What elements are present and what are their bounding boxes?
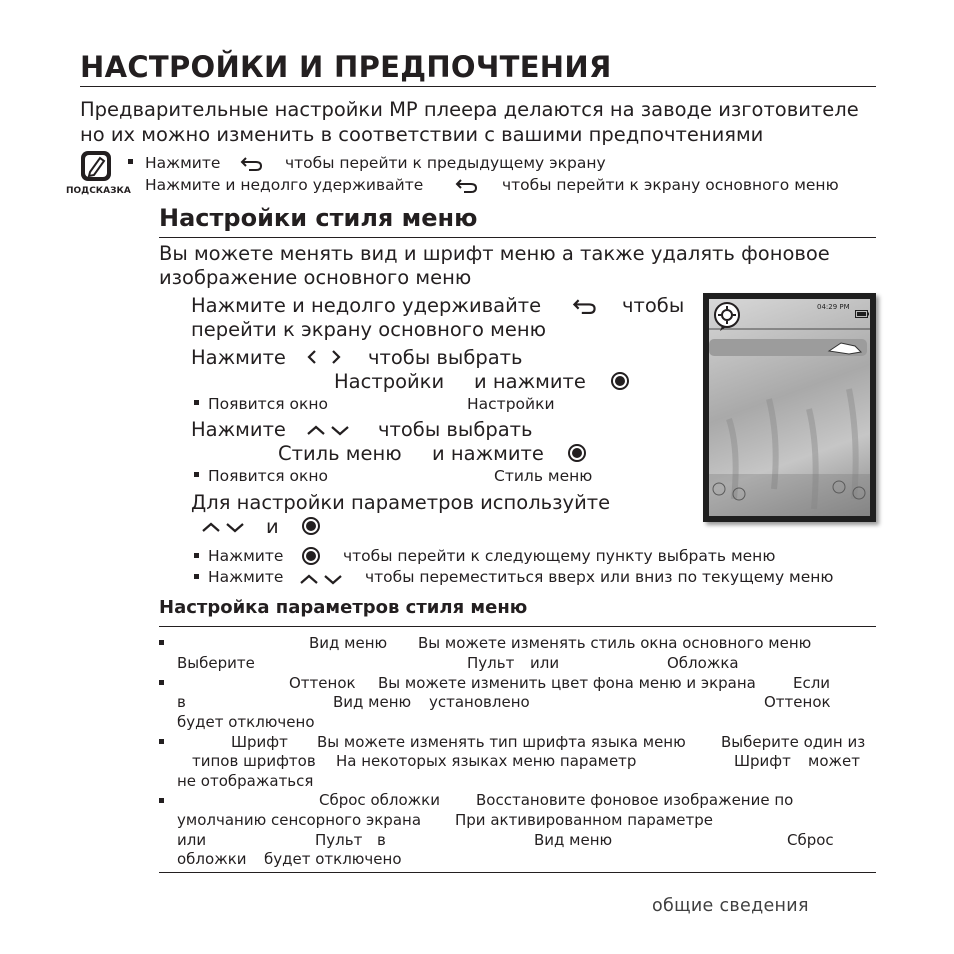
device-screenshot [703, 293, 876, 522]
item3-l2-b: На некоторых языках меню параметр [336, 752, 637, 770]
item3-desc-b: Выберите один из [721, 733, 866, 751]
step2-note-a: Появится окно [208, 395, 328, 413]
footer-section-label: общие сведения [652, 896, 809, 916]
step4-b: и [266, 515, 279, 538]
item2-l2-d: Оттенок [764, 693, 831, 711]
bullet [128, 159, 133, 164]
bullet [194, 553, 199, 558]
step1-b: чтобы [622, 294, 685, 317]
up-down-icon [305, 422, 351, 441]
step2-c: Настройки [334, 370, 445, 393]
back-icon [240, 155, 264, 175]
item1-desc: Вы можете изменять стиль окна основного меню [418, 634, 812, 652]
section-heading: Настройки стиля меню [159, 204, 478, 232]
item4-desc: Восстановите фоновое изображение по [476, 791, 794, 809]
item4-l3-c: в [377, 831, 386, 849]
section-desc-1: Вы можете менять вид и шрифт меню а также удалять фоновое [159, 242, 830, 265]
item4-l3-b: Пульт [315, 831, 363, 849]
item4-l2-a: умолчанию сенсорного экрана [177, 811, 422, 829]
step1-c: перейти к экрану основного меню [191, 318, 547, 341]
up-down-icon [298, 571, 344, 590]
intro-line-1: Предварительные настройки MP плеера делаются на заводе изготовителе [80, 98, 859, 121]
note1-b: чтобы перейти к следующему пункту выбрать меню [343, 547, 776, 565]
section-rule [159, 237, 876, 238]
item4-term: Сброс обложки [319, 791, 440, 809]
item2-l3: будет отключено [177, 713, 315, 731]
bullet [194, 574, 199, 579]
select-button-icon [302, 517, 320, 535]
step4-a: Для настройки параметров используйте [191, 491, 611, 514]
step3-note-b: Стиль меню [494, 467, 593, 485]
item3-term: Шрифт [231, 733, 288, 751]
up-down-icon [200, 519, 246, 538]
step3-note-a: Появится окно [208, 467, 328, 485]
step3-c: Стиль меню [278, 442, 402, 465]
item4-l2-b: При активированном параметре [455, 811, 713, 829]
item4-l4-a: обложки [177, 850, 247, 868]
bottom-rule [159, 872, 876, 873]
select-button-icon [302, 547, 320, 565]
note2-b: чтобы переместиться вверх или вниз по текущему меню [365, 568, 834, 586]
battery-icon [855, 303, 869, 322]
item4-l4-b: будет отключено [264, 850, 402, 868]
item2-l2-b: Вид меню [333, 693, 412, 711]
note1-a: Нажмите [208, 547, 284, 565]
bullet [194, 400, 199, 405]
intro-line-2: но их можно изменить в соответствии с вашими предпочтениями [80, 123, 764, 146]
item2-l2-c: установлено [429, 693, 530, 711]
settings-gear-icon [712, 301, 742, 335]
step3-b: чтобы выбрать [378, 418, 533, 441]
bullet [194, 472, 199, 477]
select-button-icon [611, 372, 629, 390]
tip-line2-b: чтобы перейти к экрану основного меню [502, 176, 839, 194]
item1-l2-b: Пульт [467, 654, 515, 672]
item2-desc-b: Если [793, 674, 831, 692]
item1-l2-c: или [530, 654, 560, 672]
bullet [159, 680, 164, 685]
item4-l3-e: Сброс [787, 831, 834, 849]
section-desc-2: изображение основного меню [159, 266, 472, 289]
note2-a: Нажмите [208, 568, 284, 586]
left-right-icon [306, 349, 342, 369]
select-button-icon [568, 444, 586, 462]
step3-a: Нажмите [191, 418, 286, 441]
item2-term: Оттенок [289, 674, 356, 692]
tip-label: ПОДСКАЗКА [66, 186, 131, 196]
subsection-heading: Настройка параметров стиля меню [159, 597, 528, 618]
device-screen [709, 299, 870, 516]
step2-b: чтобы выбрать [368, 346, 523, 369]
item3-l2-a: типов шрифтов [192, 752, 316, 770]
device-time: 04:29 PM [817, 303, 850, 311]
step1-a: Нажмите и недолго удерживайте [191, 294, 542, 317]
title-rule [80, 86, 876, 87]
step2-d: и нажмите [474, 370, 586, 393]
item3-l2-d: может [808, 752, 860, 770]
item3-l3: не отображаться [177, 772, 314, 790]
tip-line1-b: чтобы перейти к предыдущему экрану [285, 154, 606, 172]
subsection-rule [159, 626, 876, 627]
bullet [159, 640, 164, 645]
page-title: НАСТРОЙКИ И ПРЕДПОЧТЕНИЯ [80, 50, 612, 84]
item2-desc: Вы можете изменить цвет фона меню и экрана [378, 674, 756, 692]
item1-l2-a: Выберите [177, 654, 255, 672]
back-icon [455, 177, 479, 197]
item2-l2-a: в [177, 693, 186, 711]
tip-line1-a: Нажмите [145, 154, 221, 172]
step2-a: Нажмите [191, 346, 286, 369]
tip-line2-a: Нажмите и недолго удерживайте [145, 176, 424, 194]
back-icon [572, 297, 598, 318]
item3-l2-c: Шрифт [734, 752, 791, 770]
item1-term: Вид меню [309, 634, 388, 652]
step2-note-b: Настройки [467, 395, 555, 413]
item4-l3-d: Вид меню [534, 831, 613, 849]
step3-d: и нажмите [432, 442, 544, 465]
bullet [159, 739, 164, 744]
bullet [159, 798, 164, 803]
item4-l3-a: или [177, 831, 207, 849]
item1-l2-d: Обложка [667, 654, 739, 672]
item3-desc: Вы можете изменять тип шрифта языка меню [317, 733, 686, 751]
tip-icon [80, 150, 112, 182]
